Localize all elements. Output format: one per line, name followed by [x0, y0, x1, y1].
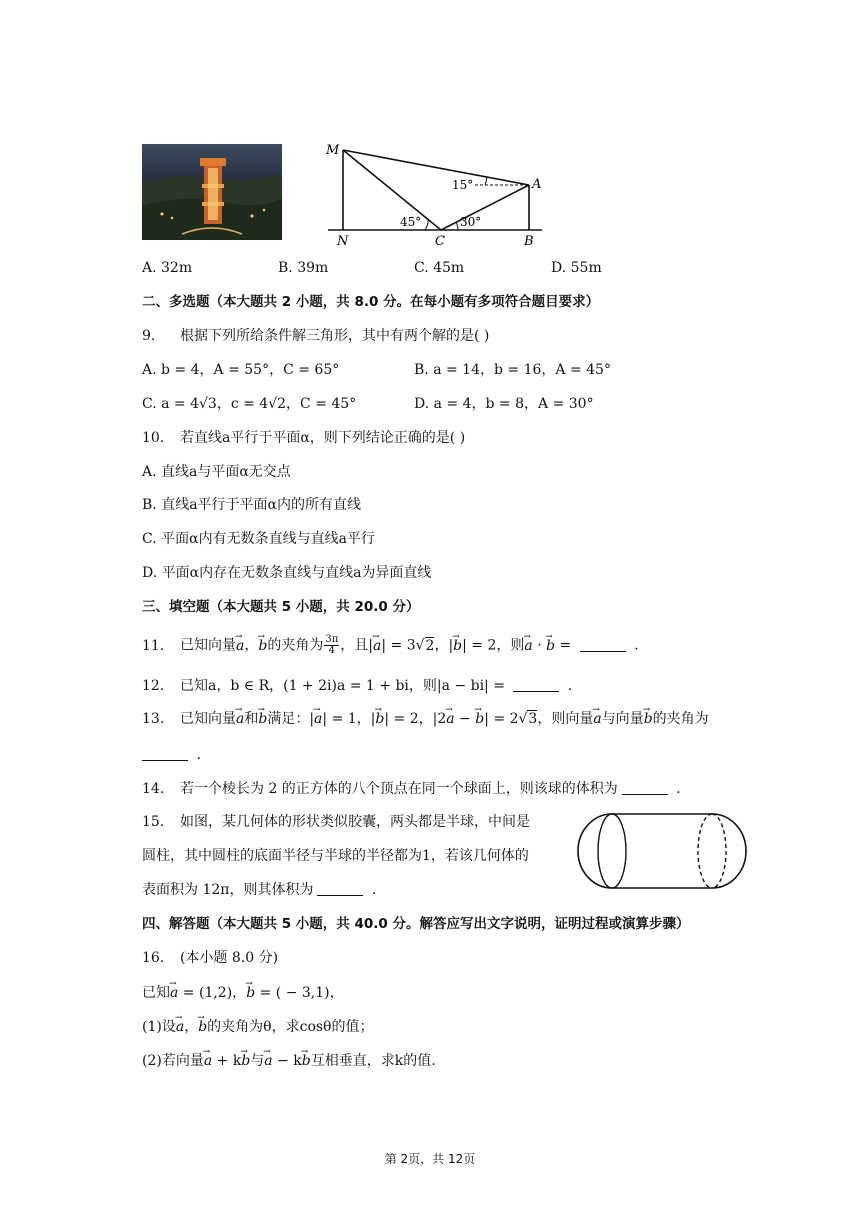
- question-14: [142, 779, 681, 799]
- question-number: 14.: [142, 781, 165, 797]
- q16-text: = (1,2)，: [178, 985, 247, 1001]
- answer-blank[interactable]: [142, 746, 188, 761]
- q16-text: − k: [272, 1053, 302, 1069]
- vector-a: → a: [236, 636, 244, 656]
- question-number: 9.: [142, 328, 156, 344]
- question-12: [142, 676, 572, 696]
- question-10-stem: [142, 428, 465, 448]
- answer-blank[interactable]: [622, 780, 668, 795]
- vector-b: → b: [375, 709, 384, 729]
- q11-text: ，|: [434, 637, 454, 654]
- section-heading-multiple-choice: 二、多选题（本大题共 2 小题，共 8.0 分。在每小题有多项符合题目要求）: [142, 294, 600, 310]
- vector-b: → b: [246, 983, 255, 1003]
- question-number: 13.: [142, 711, 165, 727]
- question-9-stem: [142, 326, 489, 346]
- q16-text: (2)若向量: [142, 1053, 204, 1069]
- question-15-line-2: 圆柱，其中圆柱的底面半径与半球的半径都为1，若该几何体的: [142, 848, 529, 864]
- vector-a: → a: [524, 636, 532, 656]
- question-number: 10.: [142, 430, 165, 446]
- question-text: 已知a，b ∈ R，(1 + 2i)a = 1 + bi，则|a − bi| =: [180, 678, 510, 694]
- vector-b: → b: [258, 636, 267, 656]
- section-heading-fill-in: 三、填空题（本大题共 5 小题，共 20.0 分）: [142, 599, 420, 615]
- radical-2: 2: [425, 637, 435, 654]
- page-footer: 第 2页，共 12页: [384, 1152, 476, 1166]
- q9-option-d[interactable]: D. a = 4，b = 8，A = 30°: [414, 396, 594, 412]
- vector-b: → b: [258, 709, 267, 729]
- q11-text: 的夹角为: [267, 637, 324, 654]
- question-text: 如图，某几何体的形状类似胶囊，两头都是半球，中间是: [180, 814, 530, 830]
- vector-b: → b: [198, 1017, 207, 1037]
- q15-text: .: [367, 882, 377, 898]
- vector-b: → b: [453, 636, 462, 656]
- angle-30-label: 30°: [460, 215, 482, 229]
- vector-a: → a: [204, 1051, 212, 1071]
- question-16-given: [142, 983, 344, 1003]
- question-16-part-2: [142, 1051, 436, 1071]
- vector-b: → b: [302, 1051, 311, 1071]
- question-text: 根据下列所给条件解三角形，其中有两个解的是( ): [180, 328, 490, 344]
- q8-option-d[interactable]: D. 55m: [551, 260, 602, 276]
- q13-text: ，则向量: [537, 711, 594, 727]
- vector-b: → b: [241, 1051, 250, 1071]
- question-15-line-1: [142, 812, 530, 832]
- question-number: 16.: [142, 950, 165, 966]
- q13-text: −: [454, 711, 476, 727]
- q16-text: = ( − 3,1)，: [255, 985, 344, 1001]
- q13-text: | = 2，|2: [384, 711, 447, 727]
- angle-45-label: 45°: [400, 215, 422, 229]
- question-points: (本小题 8.0 分): [180, 950, 279, 966]
- question-number: 11.: [142, 637, 165, 654]
- label-b: B: [524, 234, 534, 249]
- vector-a: → a: [176, 1017, 184, 1037]
- q16-text: 已知: [142, 985, 170, 1001]
- q16-text: 互相垂直，求k的值.: [310, 1053, 436, 1069]
- question-15-line-3: [142, 880, 376, 900]
- question-text: 若一个棱长为 2 的正方体的八个顶点在同一个球面上，则该球的体积为: [180, 781, 618, 797]
- question-number: 15.: [142, 814, 165, 830]
- q11-text: | = 2，则: [462, 637, 525, 654]
- q13-text: 满足：|: [267, 711, 315, 727]
- vector-b: → b: [644, 709, 653, 729]
- vector-a: → a: [373, 636, 381, 656]
- vector-a: → a: [170, 983, 178, 1003]
- question-13: 13. 已知向量→ a和→ b满足：|→ a| = 1，|→ b| = 2，|2→ a − → b| = 2√3，则向量→ a与向量→ b的夹角为: [142, 709, 709, 729]
- q16-text: 与: [250, 1053, 265, 1069]
- q16-text: + k: [212, 1053, 242, 1069]
- vector-b: → b: [475, 709, 484, 729]
- q13-text: .: [192, 747, 201, 763]
- q8-option-a[interactable]: A. 32m: [142, 260, 193, 276]
- q11-text: .: [629, 637, 639, 654]
- q11-text: =: [555, 637, 576, 654]
- answer-blank[interactable]: [580, 637, 626, 652]
- q13-text: | = 1，|: [322, 711, 376, 727]
- question-text: 若直线a平行于平面α，则下列结论正确的是( ): [180, 430, 466, 446]
- question-text: 表面积为 12π，则其体积为: [142, 882, 314, 898]
- question-16-part-1: [142, 1017, 373, 1037]
- q13-text: 与向量: [601, 711, 644, 727]
- section-heading-solutions: 四、解答题（本大题共 5 小题，共 40.0 分。解答应写出文字说明，证明过程或演算步骤）: [142, 916, 690, 932]
- q16-text: ，: [184, 1019, 199, 1035]
- q16-text: (1)设: [142, 1019, 176, 1035]
- vector-a: → a: [446, 709, 454, 729]
- q13-text: | = 2: [484, 711, 519, 727]
- q12-text: .: [563, 678, 573, 694]
- fraction-3pi-over-4: [324, 635, 339, 656]
- q8-option-b[interactable]: B. 39m: [278, 260, 329, 276]
- vector-a: → a: [264, 1051, 272, 1071]
- answer-blank[interactable]: [317, 881, 363, 896]
- vector-a: → a: [236, 709, 244, 729]
- q8-option-c[interactable]: C. 45m: [414, 260, 465, 276]
- vector-a: → a: [314, 709, 322, 729]
- vector-b: → b: [546, 636, 555, 656]
- q13-text: 的夹角为: [652, 711, 709, 727]
- q9-option-b[interactable]: B. a = 14，b = 16，A = 45°: [414, 362, 611, 378]
- label-n: N: [337, 234, 349, 249]
- q10-option-a[interactable]: A. 直线a与平面α无交点: [142, 464, 291, 480]
- question-16-header: [142, 948, 278, 968]
- q13-text: 和: [244, 711, 259, 727]
- tower-photo: [142, 144, 282, 240]
- triangle-diagram: [320, 138, 550, 250]
- question-number: 12.: [142, 678, 165, 694]
- q9-option-c[interactable]: C. a = 4√3，c = 4√2，C = 45°: [142, 396, 357, 412]
- question-11: 11. 已知向量→ a，→ b的夹角为 $\frac{3\pi}{4}$ ，且|→ a| = 3√2，|→ b| = 2，则→ a · → b = .: [142, 635, 639, 656]
- fraction-denominator: 4: [328, 645, 335, 656]
- capsule-figure: [574, 808, 750, 894]
- q9-option-a[interactable]: A. b = 4，A = 55°，C = 65°: [142, 362, 340, 378]
- q13-text: 已知向量: [180, 711, 236, 727]
- question-13-continued: [142, 745, 201, 765]
- label-a: A: [532, 177, 542, 192]
- vector-a: → a: [593, 709, 601, 729]
- answer-blank[interactable]: [513, 677, 559, 692]
- radical-3: 3: [528, 711, 538, 727]
- q10-option-d[interactable]: D. 平面α内存在无数条直线与直线a为异面直线: [142, 565, 432, 581]
- q16-text: 的夹角为θ，求cosθ的值；: [207, 1019, 374, 1035]
- q11-text: ，且|: [340, 637, 373, 654]
- q11-text: 已知向量: [180, 637, 236, 654]
- q10-option-c[interactable]: C. 平面α内有无数条直线与直线a平行: [142, 531, 375, 547]
- q14-text: .: [671, 781, 681, 797]
- fraction-numerator: 3π: [325, 634, 339, 645]
- q10-option-b[interactable]: B. 直线a平行于平面α内的所有直线: [142, 497, 361, 513]
- label-m: M: [326, 143, 340, 158]
- q11-text: | = 3: [381, 637, 416, 654]
- label-c: C: [435, 234, 445, 249]
- angle-15-label: 15°: [452, 178, 474, 192]
